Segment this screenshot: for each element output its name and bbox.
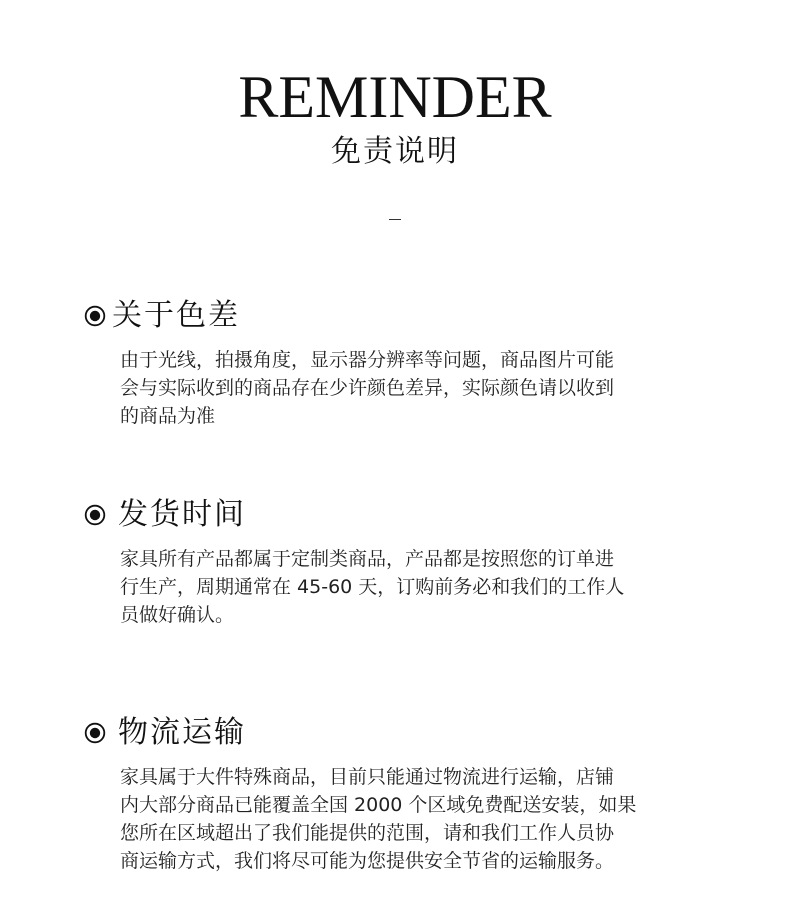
page-title-en: REMINDER — [238, 64, 552, 130]
section-header — [84, 296, 714, 336]
section-title: 发货时间 — [118, 497, 246, 532]
section-body — [120, 763, 700, 875]
body-line: 家具属于大件特殊商品，目前只能通过物流进行运输，店铺 — [120, 766, 615, 788]
section-header — [84, 495, 714, 535]
body-line: 行生产，周期通常在 45-60 天，订购前务必和我们的工作人 — [120, 576, 625, 598]
body-line: 商运输方式，我们将尽可能为您提供安全节省的运输服务。 — [120, 850, 615, 872]
body-line: 由于光线，拍摄角度，显示器分辨率等问题，商品图片可能 — [120, 349, 615, 371]
section-color-difference — [84, 296, 714, 430]
radio-dot-icon — [84, 504, 106, 526]
page-title-cn: 免责说明 — [331, 134, 459, 169]
section-body — [120, 545, 700, 629]
body-line: 内大部分商品已能覆盖全国 2000 个区域免费配送安装，如果 — [120, 794, 637, 816]
section-shipping-time — [84, 495, 714, 629]
body-line: 您所在区域超出了我们能提供的范围，请和我们工作人员协 — [120, 822, 615, 844]
section-logistics — [84, 713, 714, 875]
radio-dot-icon — [84, 722, 106, 744]
radio-dot-icon — [84, 305, 106, 327]
title-divider — [389, 219, 401, 220]
body-line: 会与实际收到的商品存在少许颜色差异，实际颜色请以收到 — [120, 377, 615, 399]
body-line: 的商品为准 — [120, 405, 216, 427]
body-line: 家具所有产品都属于定制类商品，产品都是按照您的订单进 — [120, 548, 615, 570]
section-header — [84, 713, 714, 753]
section-title: 物流运输 — [118, 715, 246, 750]
body-line: 员做好确认。 — [120, 604, 235, 626]
section-title: 关于色差 — [112, 298, 240, 333]
section-body — [120, 346, 700, 430]
